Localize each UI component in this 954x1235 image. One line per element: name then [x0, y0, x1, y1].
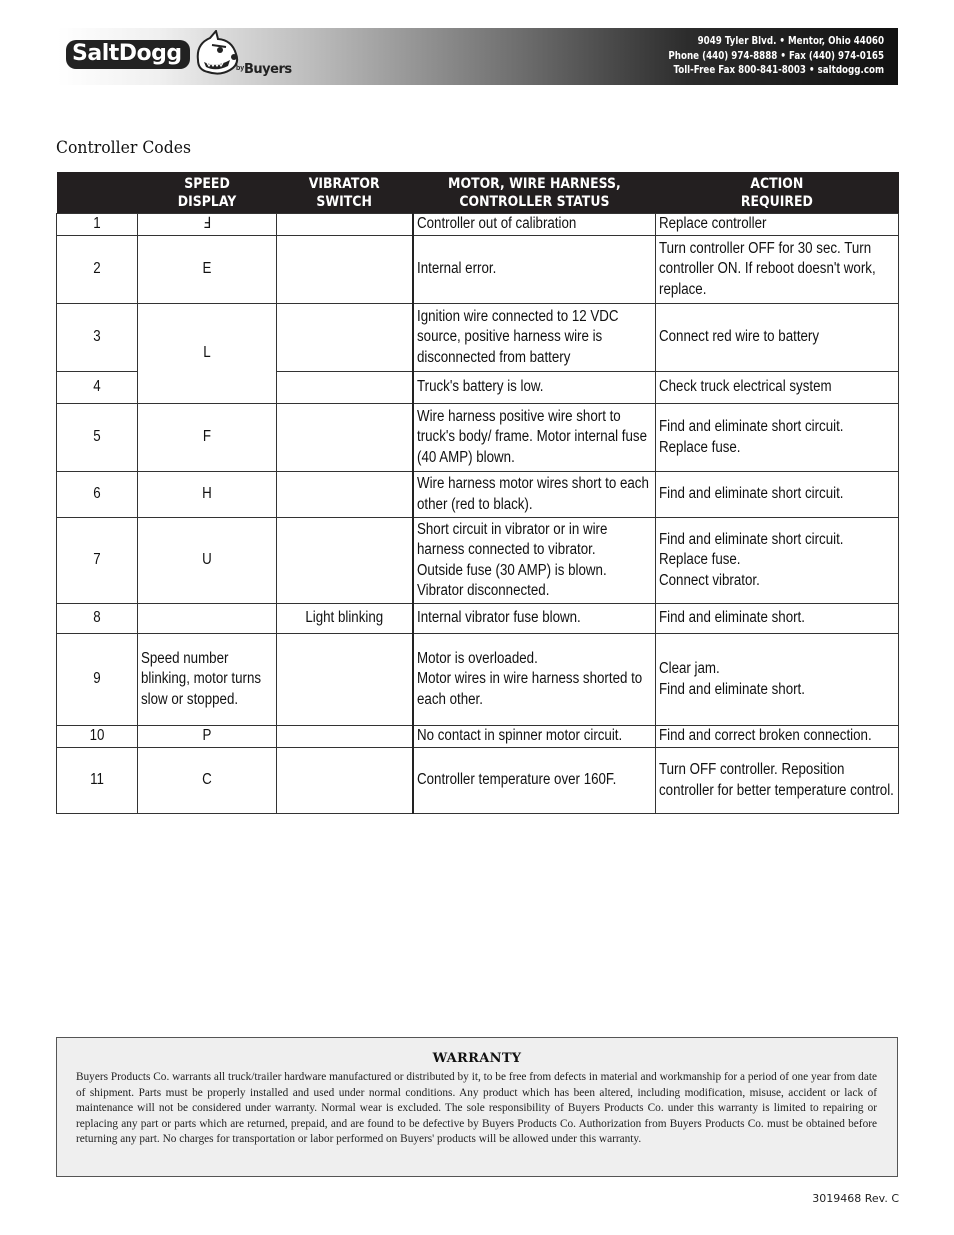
- vibrator-switch-cell: [277, 236, 413, 304]
- column-header: [138, 172, 277, 214]
- table-row: [57, 404, 899, 472]
- status-cell-text: Ignition wire connected to 12 VDC source, positive harness wire is disconnected from battery: [416, 307, 619, 366]
- status-cell: [413, 236, 656, 304]
- status-cell: [413, 404, 656, 472]
- table-row: [57, 634, 899, 726]
- code-number: [57, 404, 138, 472]
- status-cell-text: Controller temperature over 160F.: [416, 771, 616, 789]
- speed-display-cell-text: U: [202, 551, 212, 569]
- table-row: [57, 518, 899, 604]
- action-cell-text: Clear jam. Find and eliminate short.: [659, 660, 805, 698]
- speed-display-cell-text: C: [202, 771, 212, 789]
- action-cell-text: Turn OFF controller. Reposition controller for better temperature control.: [659, 761, 894, 799]
- status-cell: [413, 304, 656, 372]
- table-row: [57, 748, 899, 814]
- column-header: [656, 172, 899, 214]
- code-number: [57, 304, 138, 372]
- action-cell-text: Replace controller: [659, 215, 767, 233]
- action-cell-text: Check truck electrical system: [659, 378, 832, 396]
- code-number-text: 5: [93, 428, 101, 446]
- saltdogg-logo: [66, 38, 296, 78]
- status-cell-text: Internal error.: [416, 260, 496, 278]
- action-cell-text: Turn controller OFF for 30 sec. Turn controller ON. If reboot doesn't work, replace.: [659, 239, 876, 298]
- table-row: [57, 726, 899, 748]
- action-cell-text: Find and eliminate short circuit. Replace fuse.: [659, 418, 844, 456]
- action-cell-text: Find and eliminate short circuit. Replace fuse. Connect vibrator.: [659, 530, 844, 589]
- action-cell: [656, 518, 899, 604]
- speed-display-cell-text: F: [202, 428, 212, 446]
- code-number: [57, 748, 138, 814]
- company-address: [639, 34, 884, 78]
- column-header-label: MOTOR, WIRE HARNESS, CONTROLLER STATUS: [447, 176, 621, 210]
- speed-display-cell: [138, 518, 277, 604]
- action-cell-text: Find and correct broken connection.: [659, 727, 872, 745]
- action-cell: [656, 634, 899, 726]
- status-cell: [413, 372, 656, 404]
- table-body: [57, 214, 899, 814]
- status-cell-text: Wire harness motor wires short to each other (red to black).: [416, 475, 649, 513]
- document-number: 3019468 Rev. C: [812, 1192, 899, 1205]
- logo-wordmark: SaltDogg: [66, 40, 190, 69]
- status-cell-text: Truck's battery is low.: [416, 378, 544, 396]
- speed-display-cell: [138, 726, 277, 748]
- column-header-label: VIBRATOR SWITCH: [309, 176, 380, 210]
- speed-display-cell: [138, 404, 277, 472]
- column-header-label: SPEED DISPLAY: [177, 176, 237, 210]
- logo-by: by: [236, 65, 245, 72]
- status-cell: [413, 518, 656, 604]
- table-row: [57, 236, 899, 304]
- action-cell: [656, 214, 899, 236]
- code-number-text: 4: [93, 378, 101, 396]
- vibrator-switch-cell: [277, 518, 413, 604]
- table-row: [57, 472, 899, 518]
- vibrator-switch-cell: [277, 634, 413, 726]
- speed-display-cell: [138, 472, 277, 518]
- code-number-text: 3: [93, 328, 101, 346]
- status-cell: [413, 748, 656, 814]
- action-cell-text: Find and eliminate short circuit.: [659, 485, 844, 503]
- speed-display-cell: [138, 604, 277, 634]
- status-cell-text: Short circuit in vibrator or in wire harness connected to vibrator. Outside fuse (30 AMP) is blown. Vibrator disconnected.: [416, 520, 607, 599]
- table-row: [57, 304, 899, 372]
- status-cell: [413, 634, 656, 726]
- speed-display-cell-text: H: [202, 485, 212, 503]
- code-number-text: 1: [93, 215, 101, 233]
- column-header: [277, 172, 413, 214]
- code-number-text: 10: [89, 727, 105, 745]
- code-number-text: 11: [90, 771, 104, 789]
- table-row: [57, 604, 899, 634]
- action-cell: [656, 748, 899, 814]
- action-cell: [656, 236, 899, 304]
- code-number: [57, 518, 138, 604]
- action-cell-text: Connect red wire to battery: [659, 328, 820, 346]
- vibrator-switch-cell-text: Light blinking: [305, 609, 384, 627]
- status-cell-text: Motor is overloaded. Motor wires in wire harness shorted to each other.: [416, 649, 642, 708]
- code-number: [57, 604, 138, 634]
- speed-display-cell-text: E: [202, 260, 212, 278]
- table-header-row: [57, 172, 899, 214]
- code-number: [57, 472, 138, 518]
- status-cell: [413, 214, 656, 236]
- column-header-label: ACTION REQUIRED: [741, 176, 813, 210]
- controller-codes-table: [56, 172, 899, 814]
- warranty-box: [56, 1037, 898, 1177]
- speed-display-cell-text: Speed number blinking, motor turns slow or stopped.: [141, 649, 262, 708]
- warranty-title: WARRANTY: [432, 1051, 522, 1066]
- speed-display-cell: [138, 634, 277, 726]
- code-number-text: 6: [93, 485, 101, 503]
- code-number: [57, 634, 138, 726]
- speed-display-cell-text: Ⅎ: [203, 215, 211, 233]
- code-number: [57, 214, 138, 236]
- phone-line: Phone (440) 974-8888 • Fax (440) 974-0165: [668, 48, 884, 62]
- status-cell: [413, 472, 656, 518]
- speed-display-cell: [138, 304, 277, 404]
- vibrator-switch-cell: [277, 748, 413, 814]
- address-line: 9049 Tyler Blvd. • Mentor, Ohio 44060: [697, 34, 884, 47]
- column-header: [57, 172, 138, 214]
- code-number: [57, 236, 138, 304]
- speed-display-cell-text: L: [203, 344, 211, 362]
- vibrator-switch-cell: [277, 604, 413, 634]
- page-title: Controller Codes: [56, 138, 192, 158]
- action-cell: [656, 304, 899, 372]
- speed-display-cell: [138, 748, 277, 814]
- tollfree-line: Toll-Free Fax 800-841-8003 • saltdogg.com: [673, 63, 884, 76]
- action-cell: [656, 472, 899, 518]
- action-cell: [656, 372, 899, 404]
- vibrator-switch-cell: [277, 726, 413, 748]
- action-cell-text: Find and eliminate short.: [659, 609, 805, 627]
- action-cell: [656, 726, 899, 748]
- column-header: [413, 172, 656, 214]
- code-number-text: 9: [93, 670, 101, 688]
- speed-display-cell: [138, 236, 277, 304]
- vibrator-switch-cell: [277, 404, 413, 472]
- code-number-text: 8: [93, 609, 101, 627]
- status-cell-text: No contact in spinner motor circuit.: [416, 727, 622, 745]
- table-row: [57, 214, 899, 236]
- logo-buyers: Buyers: [244, 62, 292, 77]
- code-number-text: 7: [93, 551, 101, 569]
- vibrator-switch-cell: [277, 214, 413, 236]
- status-cell: [413, 726, 656, 748]
- speed-display-cell: [138, 214, 277, 236]
- speed-display-cell-text: P: [202, 727, 212, 745]
- vibrator-switch-cell: [277, 472, 413, 518]
- vibrator-switch-cell: [277, 372, 413, 404]
- code-number: [57, 372, 138, 404]
- action-cell: [656, 604, 899, 634]
- vibrator-switch-cell: [277, 304, 413, 372]
- code-number-text: 2: [93, 260, 101, 278]
- status-cell-text: Wire harness positive wire short to truck's body/ frame. Motor internal fuse (40 AMP) blown.: [416, 407, 647, 466]
- warranty-text: Buyers Products Co. warrants all truck/trailer hardware manufactured or distributed by it, to be free from defects in material and workmanship for a period of one year from date of shipment. Parts must be properly installed and used under normal conditions. Any product which has been altered, including modification, misuse, accident or lack of maintenance will not be considered under warranty. Normal wear is excluded. The sole responsibility of Buyers Products Co. under this warranty is limited to repairing or replacing any part or parts which are returned, prepaid, and are found to be defective by Buyers Products Co. Authorization from Buyers Products Co. must be obtained before returning any part. No charges for transportation or labor performed on Buyers' products will be allowed under this warranty.: [76, 1071, 877, 1145]
- status-cell-text: Internal vibrator fuse blown.: [416, 609, 581, 627]
- status-cell: [413, 604, 656, 634]
- status-cell-text: Controller out of calibration: [416, 215, 576, 233]
- code-number: [57, 726, 138, 748]
- action-cell: [656, 404, 899, 472]
- dog-mascot-icon: [190, 30, 245, 78]
